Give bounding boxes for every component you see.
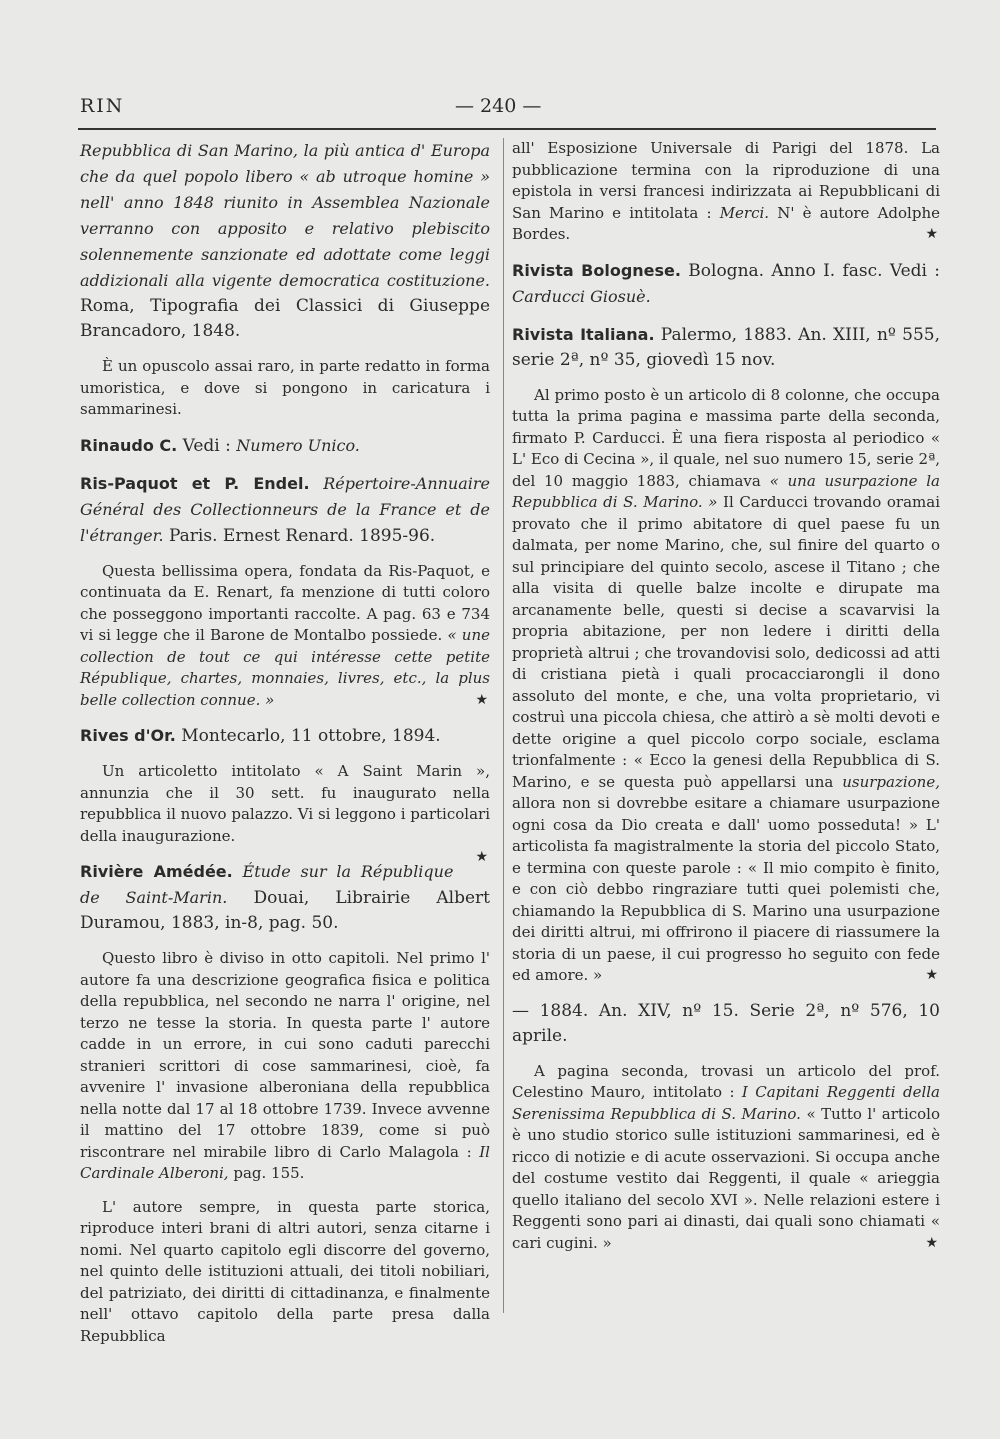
star-icon: ★ <box>475 691 488 708</box>
entry-body: È un opuscolo assai raro, in parte redatto in forma umoristica, e dove si pongono in caricatura i sammarinesi. <box>80 357 490 418</box>
star-icon: ★ <box>925 226 938 242</box>
body-text: N' è autore Adolphe Bordes. <box>512 203 940 243</box>
entry-imprint: Douai, Librairie Albert Duramou, 1883, in-8, pag. 50. <box>80 888 490 933</box>
entry-rivista-bolognese <box>512 258 940 310</box>
entry-body-continued <box>512 138 940 246</box>
quoted-text: « una usurpazione la Repubblica di S. Marino. » <box>512 471 940 511</box>
left-column <box>80 138 490 1359</box>
entry-body <box>512 1061 940 1255</box>
star-icon: ★ <box>925 967 938 983</box>
page-number: — 240 — <box>455 95 542 117</box>
entry-rinaudo <box>80 433 490 459</box>
right-column <box>512 138 940 1266</box>
entry-heading: Rivista Italiana. <box>512 324 655 344</box>
body-text: « Tutto l' articolo è uno studio storico sulle istituzioni sammarinesi, ed è ricco di notizie e di acute osservazioni. Si occupa anche del costume vestito dai Reggenti, il quale « arieggia quello italiano del secolo XVI ». Nelle relazioni estere i Reggenti sono pari ai dinasti, dai quali sono chiamati « cari cugini. » <box>512 1104 941 1252</box>
emphasis-text: usurpazione, <box>833 772 940 791</box>
entry-rivista-italiana <box>512 322 940 373</box>
entry-1884: — 1884. An. XIV, nº 15. Serie 2ª, nº 576, 10 aprile. <box>512 1000 940 1046</box>
entry-riviere <box>80 859 490 936</box>
entry-imprint: Roma, Tipografia dei Classici di Giuseppe Brancadoro, 1848. <box>80 296 490 341</box>
entry-title: Étude sur la République de Saint-Marin. <box>80 862 454 907</box>
entry-heading: Rives d'Or. <box>80 726 176 745</box>
body-text: Al primo posto è un articolo di 8 colonne, che occupa tutta la prima pagina e massima parte della seconda, firmato P. Carducci. È una fiera risposta al periodico « L' Eco di Cecina », il quale, nel suo numero 15, serie 2ª, del 10 maggio 1883, chiamava <box>512 385 940 490</box>
column-divider <box>503 138 504 1313</box>
entry-title: Repubblica di San Marino, la più antica d' Europa che da quel popolo libero « ab utroque homine » nell' anno 1848 riunito in Assemblea Nazionale verranno con apposito e relativo plebiscito solennemente sanzionate ed adottate come leggi addizionali alla vigente democratica costituzione. <box>80 141 490 290</box>
body-text: all' Esposizione Universale di Parigi del 1878. La pubblicazione termina con la riproduzione di una epistola in versi francesi indirizzata ai Repubblicani di San Marino e intitolata : <box>512 139 940 222</box>
entry-repubblica <box>80 138 490 344</box>
entry-title: Répertoire-Annuaire Général des Collectionneurs de la France et de l'étranger. <box>80 473 491 545</box>
body-text: Il Carducci trovando oramai provato che il primo abitatore di quel paese fu un dalmata, per nome Marino, che, sul finire del quarto o sul principiare del quinto secolo, ascese il Titano ; che alla visita di quelle balze incolte e dirupate ma arcanamente belle, questi si decise a scavarvisi la propria abitazione, per non ledere i diritti della proprietà altrui ; che trovandovisi solo, dedicossi ad atti di cristiana pietà i quali procacciarongli il dono assoluto del monte, e che, una volta proprietario, vi costruì una piccola chiesa, che attirò a sè molti devoti e dette origine a quel piccolo corpo sociale, esclama trionfalmente : « Ecco la genesi della Repubblica di S. Marino, e se questa può appellarsi una <box>512 493 940 791</box>
entry-text: Vedi : <box>177 435 237 456</box>
entry-body <box>80 761 490 865</box>
entry-heading: Rivière Amédée. <box>80 862 233 881</box>
quoted-text: « une collection de tout ce qui intéresse cette petite République, chartes, monnaies, livres, etc., la plus belle collection connue. » <box>80 626 490 709</box>
cross-reference: Carducci Giosuè. <box>512 286 651 306</box>
entry-ris-paquot <box>80 471 490 549</box>
cross-reference: Numero Unico. <box>236 435 360 455</box>
entry-heading: Rinaudo C. <box>80 435 178 455</box>
body-text: Questo libro è diviso in otto capitoli. Nel primo l' autore fa una descrizione geografica fisica e politica della repubblica, nel secondo ne narra l' origine, nel terzo ne tesse la storia. In questa parte l' autore cadde in un errore, in cui sono caduti parecchi stranieri scrittori di cose sammarinesi, cioè, fa avvenire l' invasione alberoniana della repubblica nella notte dal 17 al 18 ottobre 1739. Invece avvenne il mattino del 17 ottobre 1839, come si può riscontrare nel mirabile libro di Carlo Malagola : <box>80 949 490 1161</box>
entry-text: Bologna. Anno I. fasc. Vedi : <box>680 260 941 281</box>
body-text: Questa bellissima opera, fondata da Ris-Paquot, e continuata da E. Renart, fa menzione di tutti coloro che posseggono importanti raccolte. A pag. 63 e 734 vi si legge che il Barone de Montalbo possiede. <box>80 561 490 644</box>
cross-reference: Il Cardinale Alberoni, <box>80 1142 490 1182</box>
entry-imprint: Palermo, 1883. An. XIII, nº 555, serie 2ª, nº 35, giovedì 15 nov. <box>512 324 941 370</box>
star-icon: ★ <box>925 1234 938 1251</box>
cross-reference: Merci. <box>711 203 770 222</box>
entry-body <box>80 561 490 712</box>
body-text: A pagina seconda, trovasi un articolo del prof. Celestino Mauro, intitolato : <box>512 1061 940 1101</box>
star-icon: ★ <box>475 849 488 865</box>
cross-reference: I Capitani Reggenti della Serenissima Repubblica di S. Marino. <box>512 1083 940 1123</box>
entry-body <box>512 385 940 987</box>
entry-imprint: Paris. Ernest Renard. 1895-96. <box>163 525 436 546</box>
entry-body <box>80 948 490 1185</box>
entry-imprint: Montecarlo, 11 ottobre, 1894. <box>175 726 441 746</box>
entry-body: L' autore sempre, in questa parte storica, riproduce interi brani di altri autori, senza citarne i nomi. Nel quarto capitolo egli discorre del governo, nel quinto delle istituzioni attuali, dei titoli nobiliari, del patriziato, dei diritti di cittadinanza, e finalmente nell' ottavo capitolo della parte presa dalla Repubblica <box>80 1197 490 1345</box>
entry-heading: Rivista Bolognese. <box>512 260 681 280</box>
body-text: Un articoletto intitolato « A Saint Marin », annunzia che il 30 sett. fu inaugurato nella repubblica il nuovo palazzo. Vi si leggono i particolari della inaugurazione. <box>80 762 490 845</box>
body-text: pag. 155. <box>228 1164 305 1182</box>
entry-heading: Ris-Paquot et P. Endel. <box>80 473 310 493</box>
header-rule <box>78 128 936 130</box>
body-text: allora non si dovrebbe esitare a chiamare usurpazione ogni cosa da Dio creata e dall' uomo posseduta! » L' articolista fa magistralmente la storia del piccolo Stato, e termina con queste parole : « Il mio compito è finito, e con ciò debbo ringraziare tutti quei polemisti che, chiamando la Repubblica di S. Marino una usurpazione dei diritti altrui, mi offrirono il piacere di riassumere la storia di un paese, il cui progresso ho seguito con fede ed amore. » <box>512 794 940 984</box>
running-header: RIN <box>80 95 125 117</box>
entry-rives <box>80 723 490 749</box>
